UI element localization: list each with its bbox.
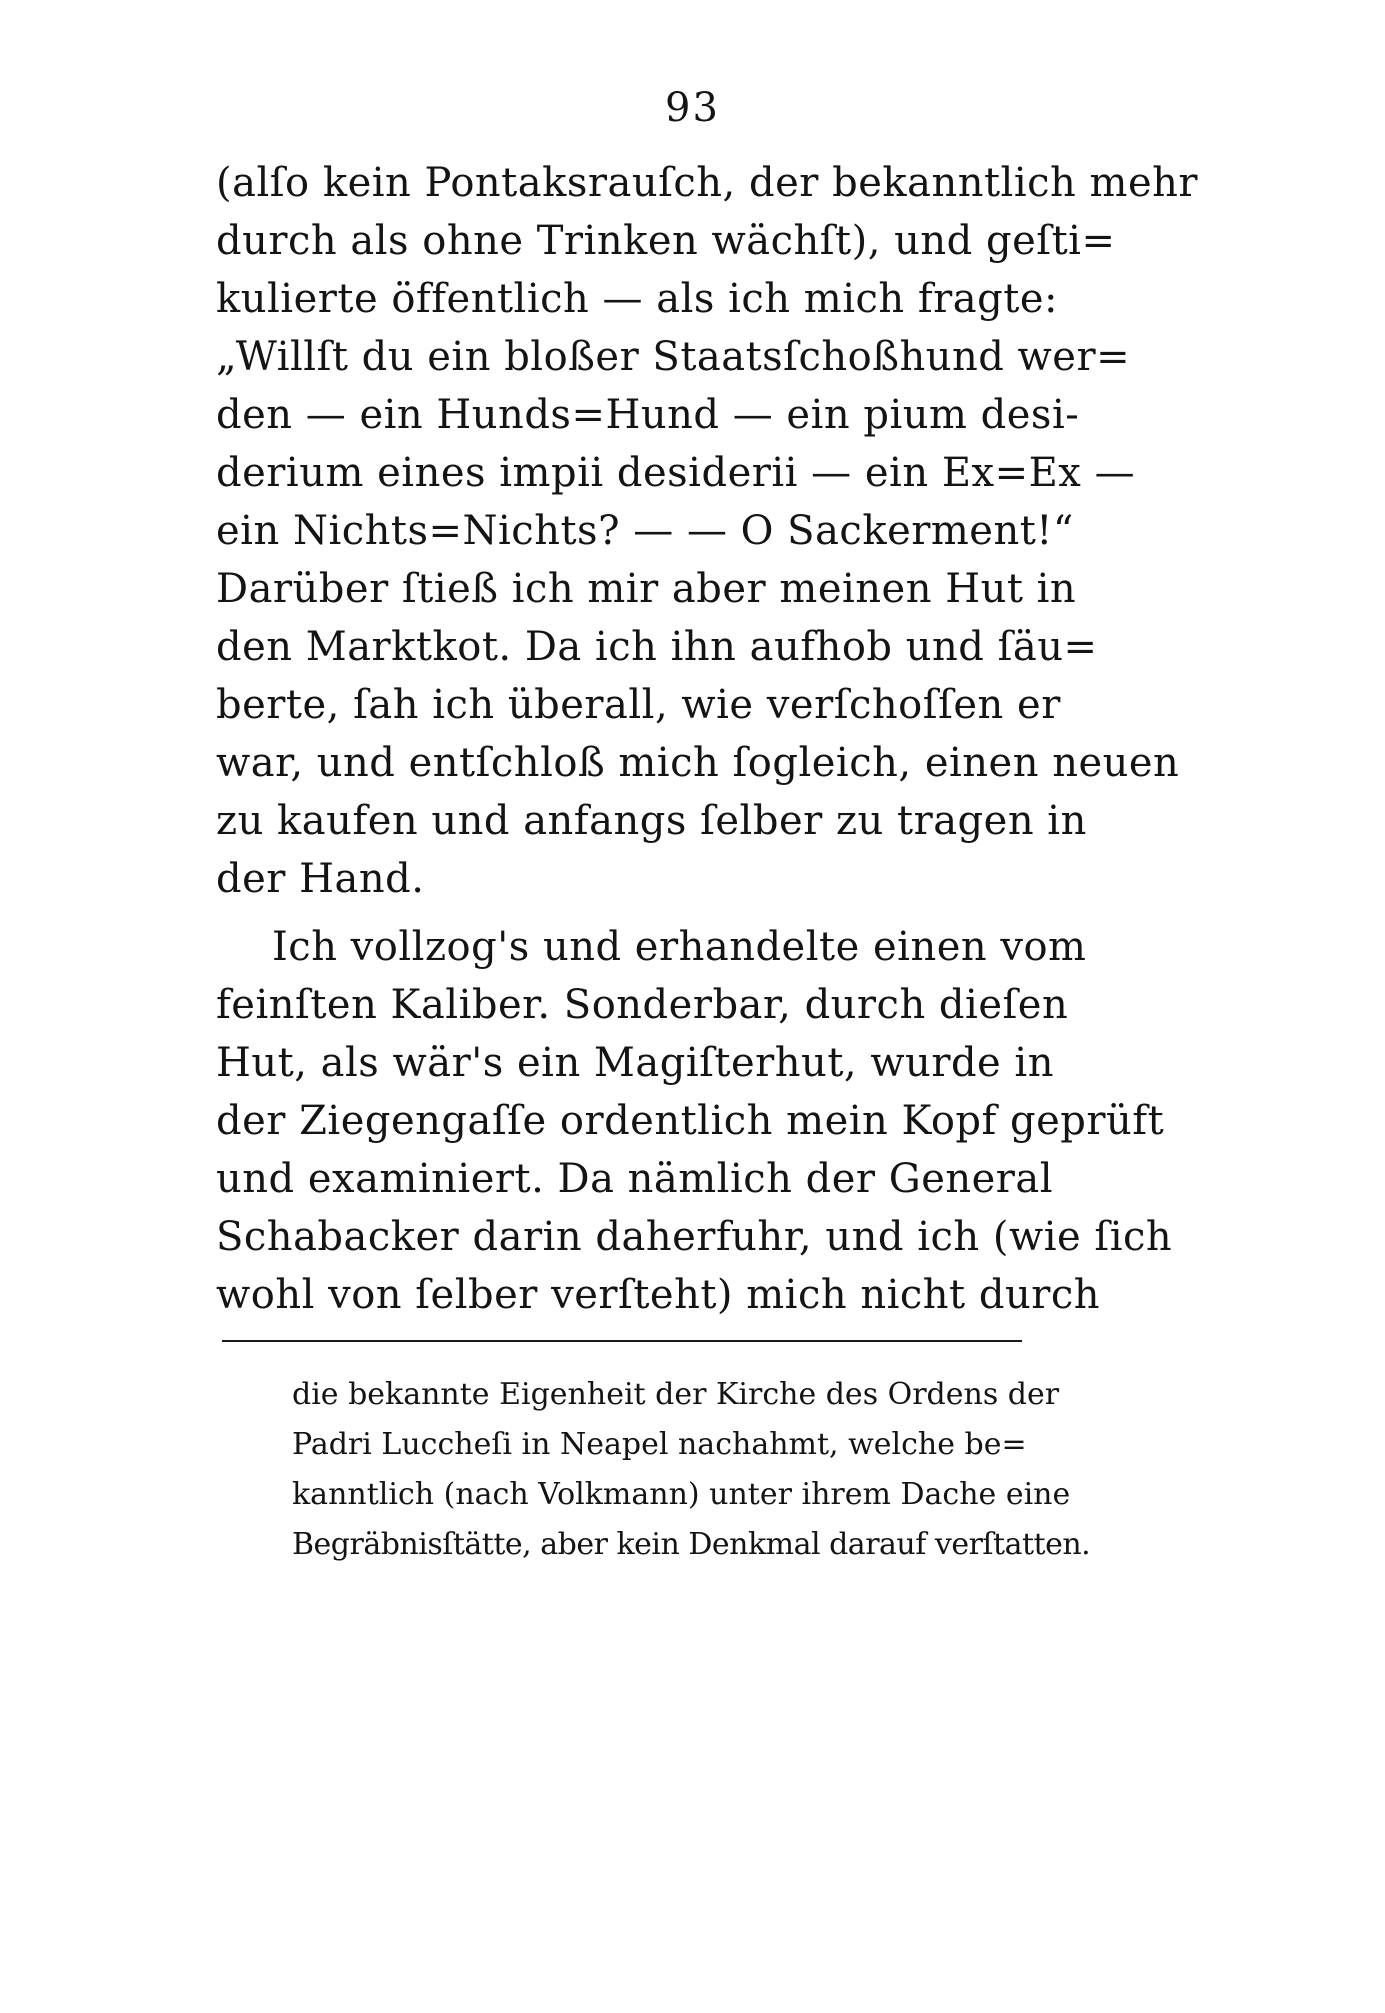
footnote: [292, 1370, 1091, 1570]
text-line: der Hand.: [216, 856, 425, 902]
text-line: kulierte öffentlich — als ich mich fragte:: [216, 276, 1058, 322]
text-line: Hut, als wär's ein Magiſterhut, wurde in: [216, 1040, 1054, 1086]
main-text: [216, 154, 1199, 1324]
text-line: und examiniert. Da nämlich der General: [216, 1156, 1054, 1202]
footnote-line: die bekannte Eigenheit der Kirche des Ordens der: [292, 1377, 1060, 1412]
text-line: derium eines impii desiderii — ein Ex=Ex —: [216, 450, 1136, 496]
text-line: Schabacker darin daherfuhr, und ich (wie ſich: [216, 1214, 1173, 1260]
text-line: feinſten Kaliber. Sonderbar, durch dieſen: [216, 982, 1069, 1028]
text-line: den — ein Hunds=Hund — ein pium desi-: [216, 392, 1080, 438]
text-line: war, und entſchloß mich ſogleich, einen neuen: [216, 740, 1180, 786]
text-line: Darüber ſtieß ich mir aber meinen Hut in: [216, 566, 1077, 612]
paragraph-gap: [216, 908, 1024, 918]
text-line: Ich vollzog's und erhandelte einen vom: [272, 924, 1087, 970]
page-number: 93: [665, 85, 720, 131]
footnote-divider: [222, 1340, 1022, 1342]
paragraph-1: [216, 154, 1199, 908]
text-line: ein Nichts=Nichts? — — O Sackerment!“: [216, 508, 1074, 554]
text-line: (alſo kein Pontaksrauſch, der bekanntlich mehr: [216, 160, 1199, 206]
text-line: der Ziegengaſſe ordentlich mein Kopf geprüft: [216, 1098, 1165, 1144]
text-line: durch als ohne Trinken wächſt), und geſti=: [216, 218, 1116, 264]
footnote-line: Padri Luccheſi in Neapel nachahmt, welche be=: [292, 1427, 1027, 1462]
text-line: berte, ſah ich überall, wie verſchoſſen er: [216, 682, 1061, 728]
paragraph-2: [216, 918, 1173, 1324]
text-line: den Marktkot. Da ich ihn aufhob und ſäu=: [216, 624, 1098, 670]
text-line: zu kaufen und anfangs ſelber zu tragen in: [216, 798, 1087, 844]
text-line: wohl von ſelber verſteht) mich nicht durch: [216, 1272, 1100, 1318]
footnote-line: kanntlich (nach Volkmann) unter ihrem Dache eine: [292, 1477, 1071, 1512]
text-line: „Willſt du ein bloßer Staatsſchoßhund wer=: [216, 334, 1131, 380]
footnote-line: Begräbnisſtätte, aber kein Denkmal darauf verſtatten.: [292, 1527, 1091, 1562]
